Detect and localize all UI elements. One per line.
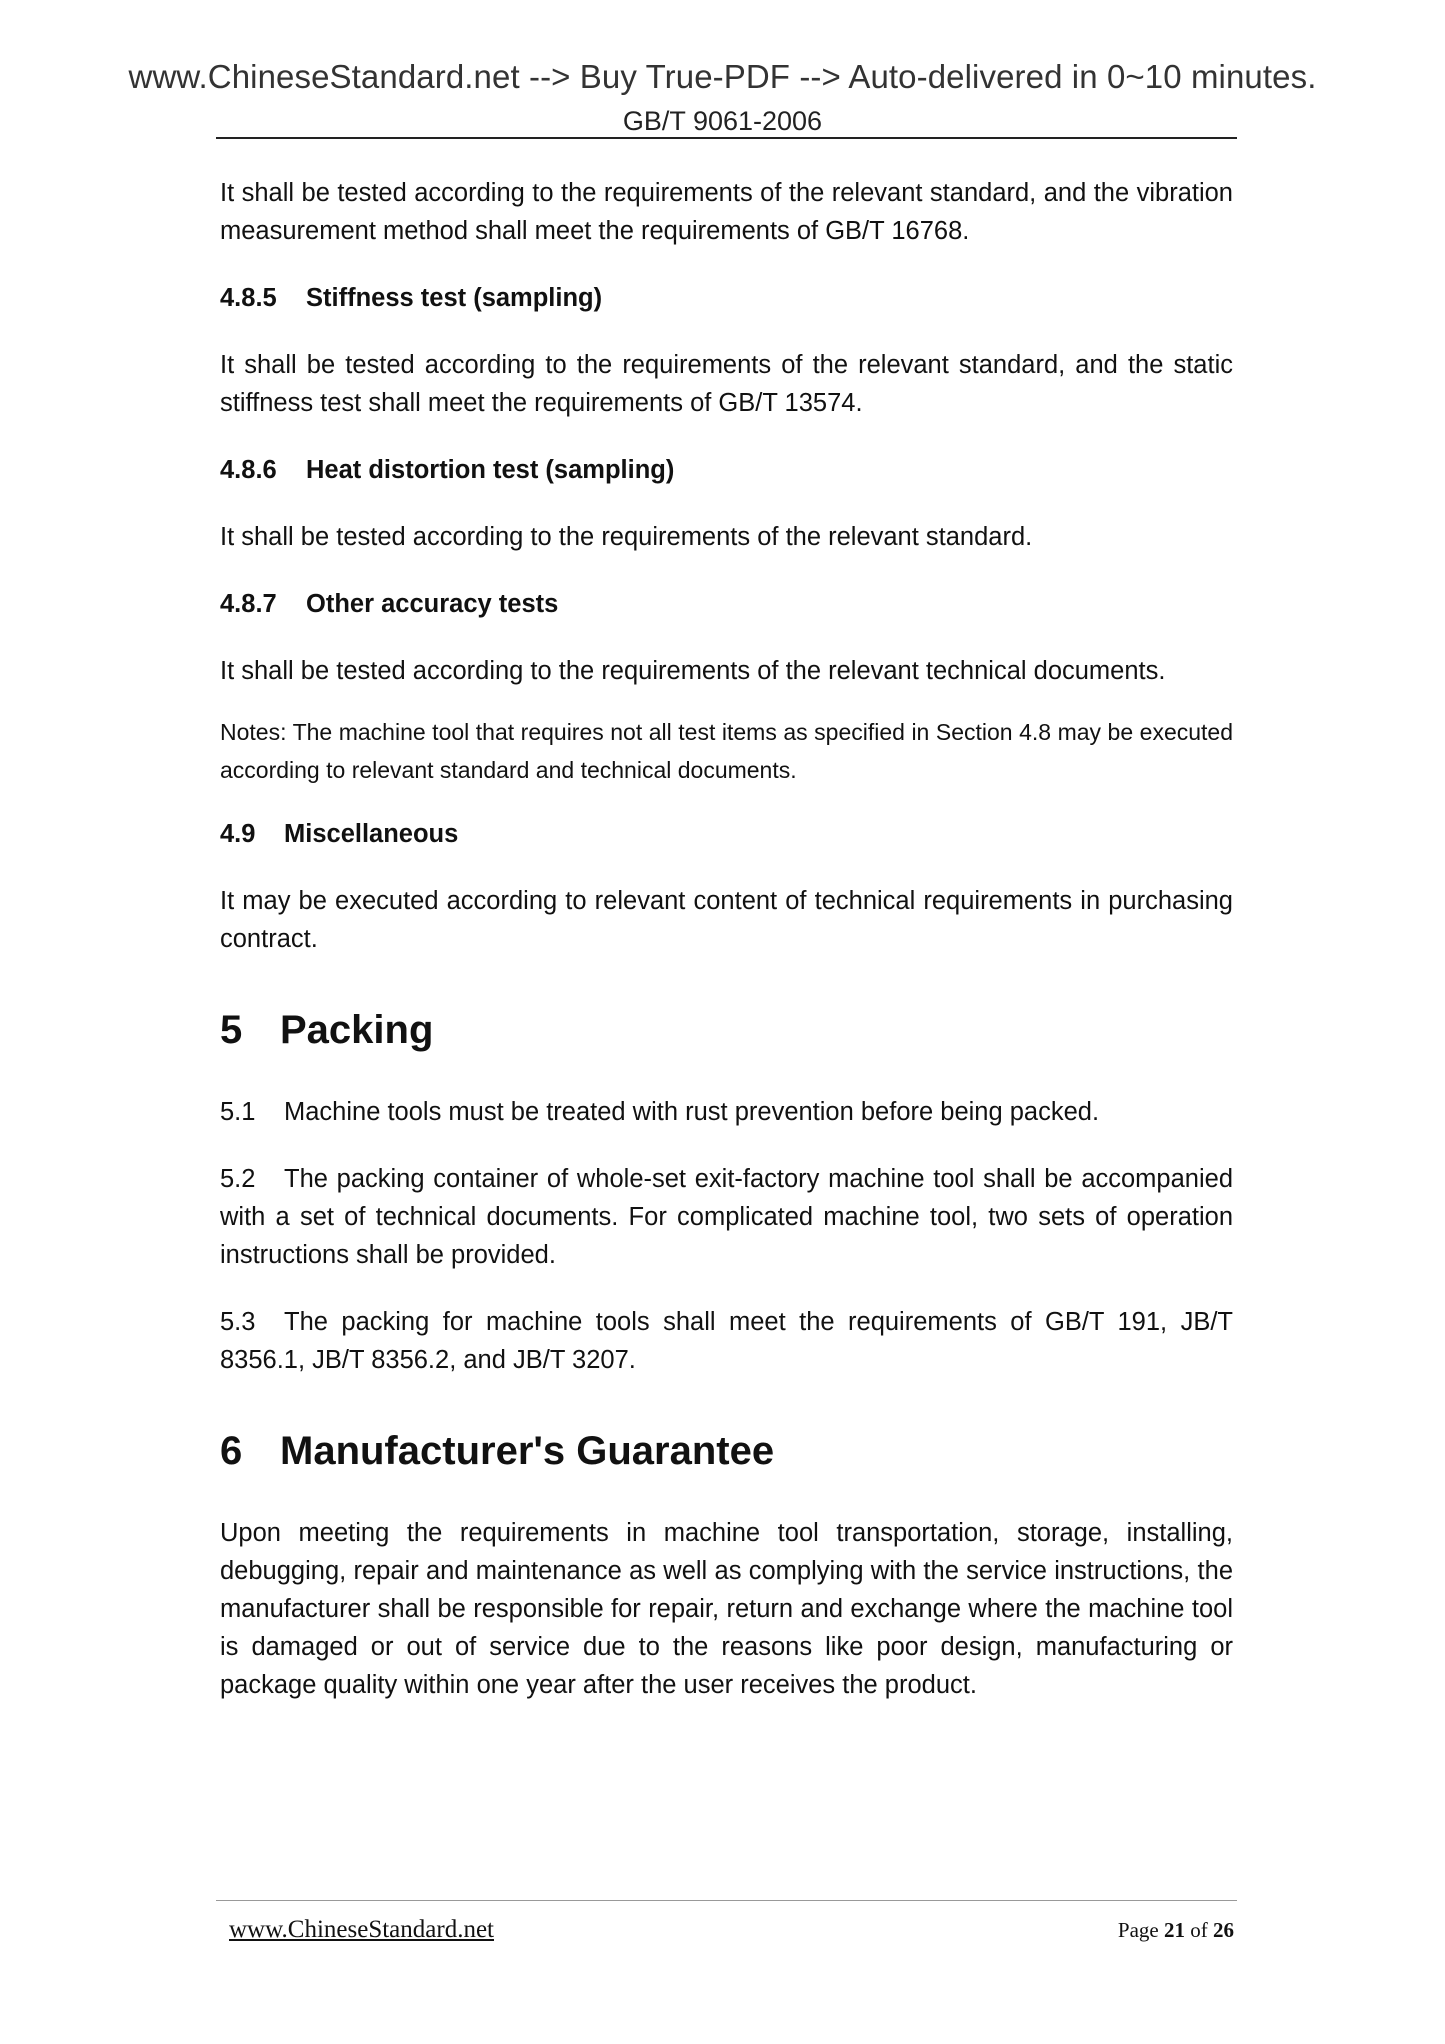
section-4-8-5-text: It shall be tested according to the requirements of the relevant standard, and the static stiffness test shall meet the requirements of GB/T 13574. — [220, 351, 1233, 417]
chapter-heading-6 — [220, 1426, 1233, 1476]
intro-paragraph: It shall be tested according to the requirements of the relevant standard, and the vibration measurement method shall meet the requirements of GB/T 16768. — [220, 179, 1233, 245]
page-label: Page — [1117, 1918, 1159, 1942]
page-of: of — [1190, 1918, 1208, 1942]
chapter-title: Packing — [280, 1008, 434, 1052]
note-paragraph: Notes: The machine tool that requires not all test items as specified in Section 4.8 may be executed according to relevant standard and technical documents. — [220, 719, 1233, 783]
section-heading-4-8-7 — [220, 585, 1233, 623]
chapter-number: 5 — [220, 1008, 243, 1052]
clause-text: The packing for machine tools shall meet the requirements of GB/T 191, JB/T 8356.1, JB/T 8356.2, and JB/T 3207. — [220, 1308, 1233, 1374]
clause-text: The packing container of whole-set exit-factory machine tool shall be accompanied with a set of technical documents. For complicated machine tool, two sets of operation instructions shall be provided. — [220, 1165, 1233, 1269]
footer-divider — [216, 1900, 1237, 1901]
header-banner[interactable]: www.ChineseStandard.net --> Buy True-PDF --> Auto-delivered in 0~10 minutes. — [128, 58, 1317, 95]
footer-site-link[interactable]: www.ChineseStandard.net — [229, 1916, 494, 1943]
section-number: 4.8.7 — [220, 590, 277, 618]
section-number: 4.9 — [220, 820, 256, 848]
clause-text: Machine tools must be treated with rust prevention before being packed. — [284, 1098, 1100, 1126]
clause-number: 5.2 — [220, 1165, 256, 1193]
header-divider — [216, 137, 1237, 139]
clause-5-2 — [220, 1160, 1233, 1274]
clause-5-1 — [220, 1093, 1233, 1131]
section-heading-4-9 — [220, 815, 1233, 853]
chapter-title: Manufacturer's Guarantee — [280, 1429, 775, 1473]
page-current: 21 — [1164, 1918, 1185, 1942]
section-title: Heat distortion test (sampling) — [306, 456, 675, 484]
section-4-9-text: It may be executed according to relevant content of technical requirements in purchasing contract. — [220, 887, 1233, 953]
section-heading-4-8-6 — [220, 451, 1233, 489]
chapter-number: 6 — [220, 1429, 243, 1473]
clause-5-3 — [220, 1303, 1233, 1379]
section-4-8-6-text: It shall be tested according to the requirements of the relevant standard. — [220, 523, 1033, 551]
section-title: Stiffness test (sampling) — [306, 284, 603, 312]
section-4-8-7-text: It shall be tested according to the requirements of the relevant technical documents. — [220, 657, 1166, 685]
section-title: Miscellaneous — [284, 820, 459, 848]
chapter-heading-5 — [220, 1005, 1233, 1055]
page-indicator — [1118, 1918, 1234, 1943]
section-heading-4-8-5 — [220, 279, 1233, 317]
document-body — [220, 174, 1233, 1704]
section-number: 4.8.5 — [220, 284, 277, 312]
page-total: 26 — [1213, 1918, 1234, 1942]
section-number: 4.8.6 — [220, 456, 277, 484]
clause-number: 5.3 — [220, 1308, 256, 1336]
chapter-6-text: Upon meeting the requirements in machine tool transportation, storage, installing, debugging, repair and maintenance as well as complying with the service instructions, the manufacturer shall be responsible for repair, return and exchange where the machine tool is damaged or out of service due to the reasons like poor design, manufacturing or package quality within one year after the user receives the product. — [220, 1519, 1233, 1699]
standard-number: GB/T 9061-2006 — [622, 106, 823, 136]
section-title: Other accuracy tests — [306, 590, 559, 618]
clause-number: 5.1 — [220, 1098, 256, 1126]
